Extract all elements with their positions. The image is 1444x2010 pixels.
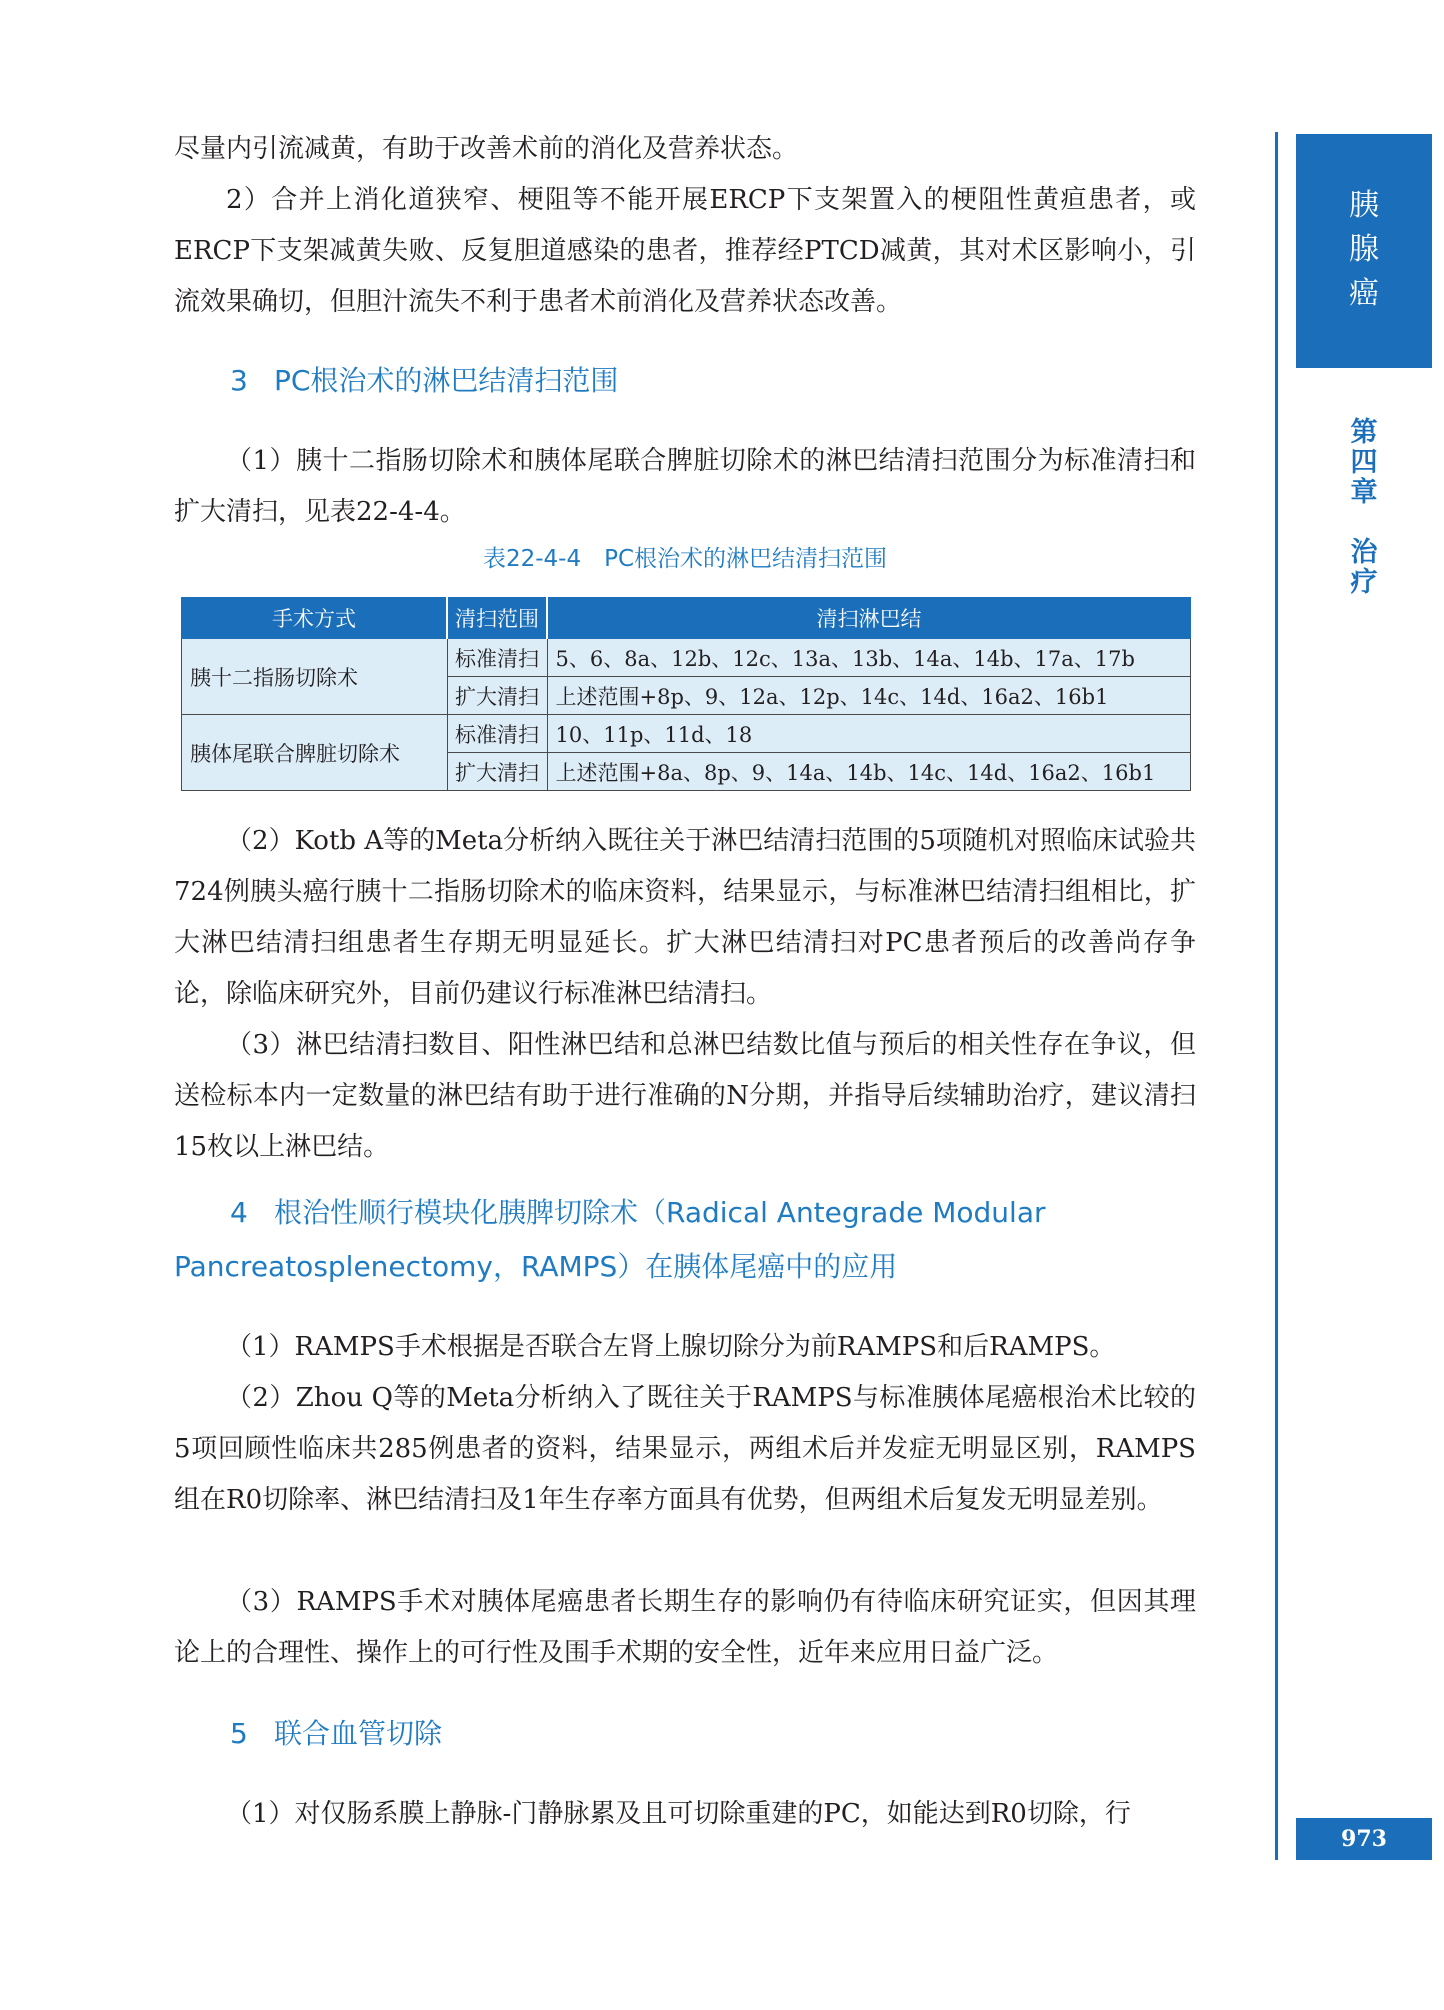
- chapter-label: [1296, 418, 1432, 598]
- table-cell-nodes: 10、11p、11d、18: [547, 715, 1191, 753]
- section-title: 根治性顺行模块化胰脾切除术（Radical Antegrade Modular Pancreatosplenectomy，RAMPS）在胰体尾癌中的应用: [174, 1196, 1046, 1283]
- page-number: 973: [1296, 1818, 1432, 1860]
- chapter-gap: [1296, 508, 1432, 538]
- chapter-char: 治: [1350, 537, 1378, 568]
- table-header-row: [182, 598, 1191, 639]
- paragraph: 尽量内引流减黄，有助于改善术前的消化及营养状态。: [174, 134, 799, 164]
- paragraph: （2）Zhou Q等的Meta分析纳入了既往关于RAMPS与标准胰体尾癌根治术比较的5项回顾性临床共285例患者的资料，结果显示，两组术后并发症无明显区别，RAMPS组在R0切除率、淋巴结清扫及1年生存率方面具有优势，但两组术后复发无明显差别。: [174, 1383, 1196, 1515]
- table-title: 表22-4-4 PC根治术的淋巴结清扫范围: [482, 546, 888, 572]
- table-cell-operation: 胰十二指肠切除术: [182, 639, 448, 715]
- tab-char: 癌: [1349, 276, 1379, 311]
- tab-char: 腺: [1349, 232, 1379, 267]
- section-heading: [174, 354, 1196, 408]
- paragraph: （2）Kotb A等的Meta分析纳入既往关于淋巴结清扫范围的5项随机对照临床试验共724例胰头癌行胰十二指肠切除术的临床资料，结果显示，与标准淋巴结清扫组相比，扩大淋巴结清扫组患者生存期无明显延长。扩大淋巴结清扫对PC患者预后的改善尚存争论，除临床研究外，目前仍建议行标准淋巴结清扫。: [174, 826, 1196, 1009]
- table-cell-operation: 胰体尾联合脾脏切除术: [182, 715, 448, 791]
- chapter-char: 疗: [1350, 567, 1378, 598]
- table-row: [182, 715, 1191, 753]
- section-number: 3: [230, 364, 248, 397]
- tab-char: 胰: [1349, 188, 1379, 223]
- table-cell-scope: 标准清扫: [447, 715, 547, 753]
- chapter-char: 章: [1350, 477, 1378, 508]
- lymph-node-table: [181, 597, 1191, 791]
- section-number: 4: [230, 1196, 248, 1229]
- section-title: 联合血管切除: [274, 1717, 443, 1750]
- margin-rule: [1275, 132, 1278, 1860]
- table-row: [182, 639, 1191, 677]
- table-cell-nodes: 5、6、8a、12b、12c、13a、13b、14a、14b、17a、17b: [547, 639, 1191, 677]
- chapter-char: 四: [1350, 447, 1378, 478]
- paragraph: （1）对仅肠系膜上静脉-门静脉累及且可切除重建的PC，如能达到R0切除，行: [226, 1799, 1131, 1829]
- paragraph: 2）合并上消化道狭窄、梗阻等不能开展ERCP下支架置入的梗阻性黄疸患者，或ERCP下支架减黄失败、反复胆道感染的患者，推荐经PTCD减黄，其对术区影响小，引流效果确切，但胆汁流失不利于患者术前消化及营养状态改善。: [174, 185, 1196, 317]
- table-cell-scope: 扩大清扫: [447, 753, 547, 791]
- paragraph: （1）RAMPS手术根据是否联合左肾上腺切除分为前RAMPS和后RAMPS。: [226, 1332, 1116, 1362]
- table-header: 手术方式: [182, 598, 448, 639]
- paragraph: （3）淋巴结清扫数目、阳性淋巴结和总淋巴结数比值与预后的相关性存在争议，但送检标本内一定数量的淋巴结有助于进行准确的N分期，并指导后续辅助治疗，建议清扫15枚以上淋巴结。: [174, 1030, 1196, 1162]
- table-cell-scope: 扩大清扫: [447, 677, 547, 715]
- paragraph: （1）胰十二指肠切除术和胰体尾联合脾脏切除术的淋巴结清扫范围分为标准清扫和扩大清扫，见表22-4-4。: [174, 446, 1196, 527]
- table-cell-scope: 标准清扫: [447, 639, 547, 677]
- section-title: PC根治术的淋巴结清扫范围: [274, 364, 619, 397]
- section-heading: [174, 1186, 1196, 1294]
- table-header: 清扫淋巴结: [547, 598, 1191, 639]
- table-header: 清扫范围: [447, 598, 547, 639]
- section-heading: [174, 1707, 1196, 1761]
- section-number: 5: [230, 1717, 248, 1750]
- section-tab: [1296, 134, 1432, 368]
- paragraph: （3）RAMPS手术对胰体尾癌患者长期生存的影响仍有待临床研究证实，但因其理论上的合理性、操作上的可行性及围手术期的安全性，近年来应用日益广泛。: [174, 1587, 1196, 1668]
- table-cell-nodes: 上述范围+8p、9、12a、12p、14c、14d、16a2、16b1: [547, 677, 1191, 715]
- table-cell-nodes: 上述范围+8a、8p、9、14a、14b、14c、14d、16a2、16b1: [547, 753, 1191, 791]
- chapter-char: 第: [1350, 417, 1378, 448]
